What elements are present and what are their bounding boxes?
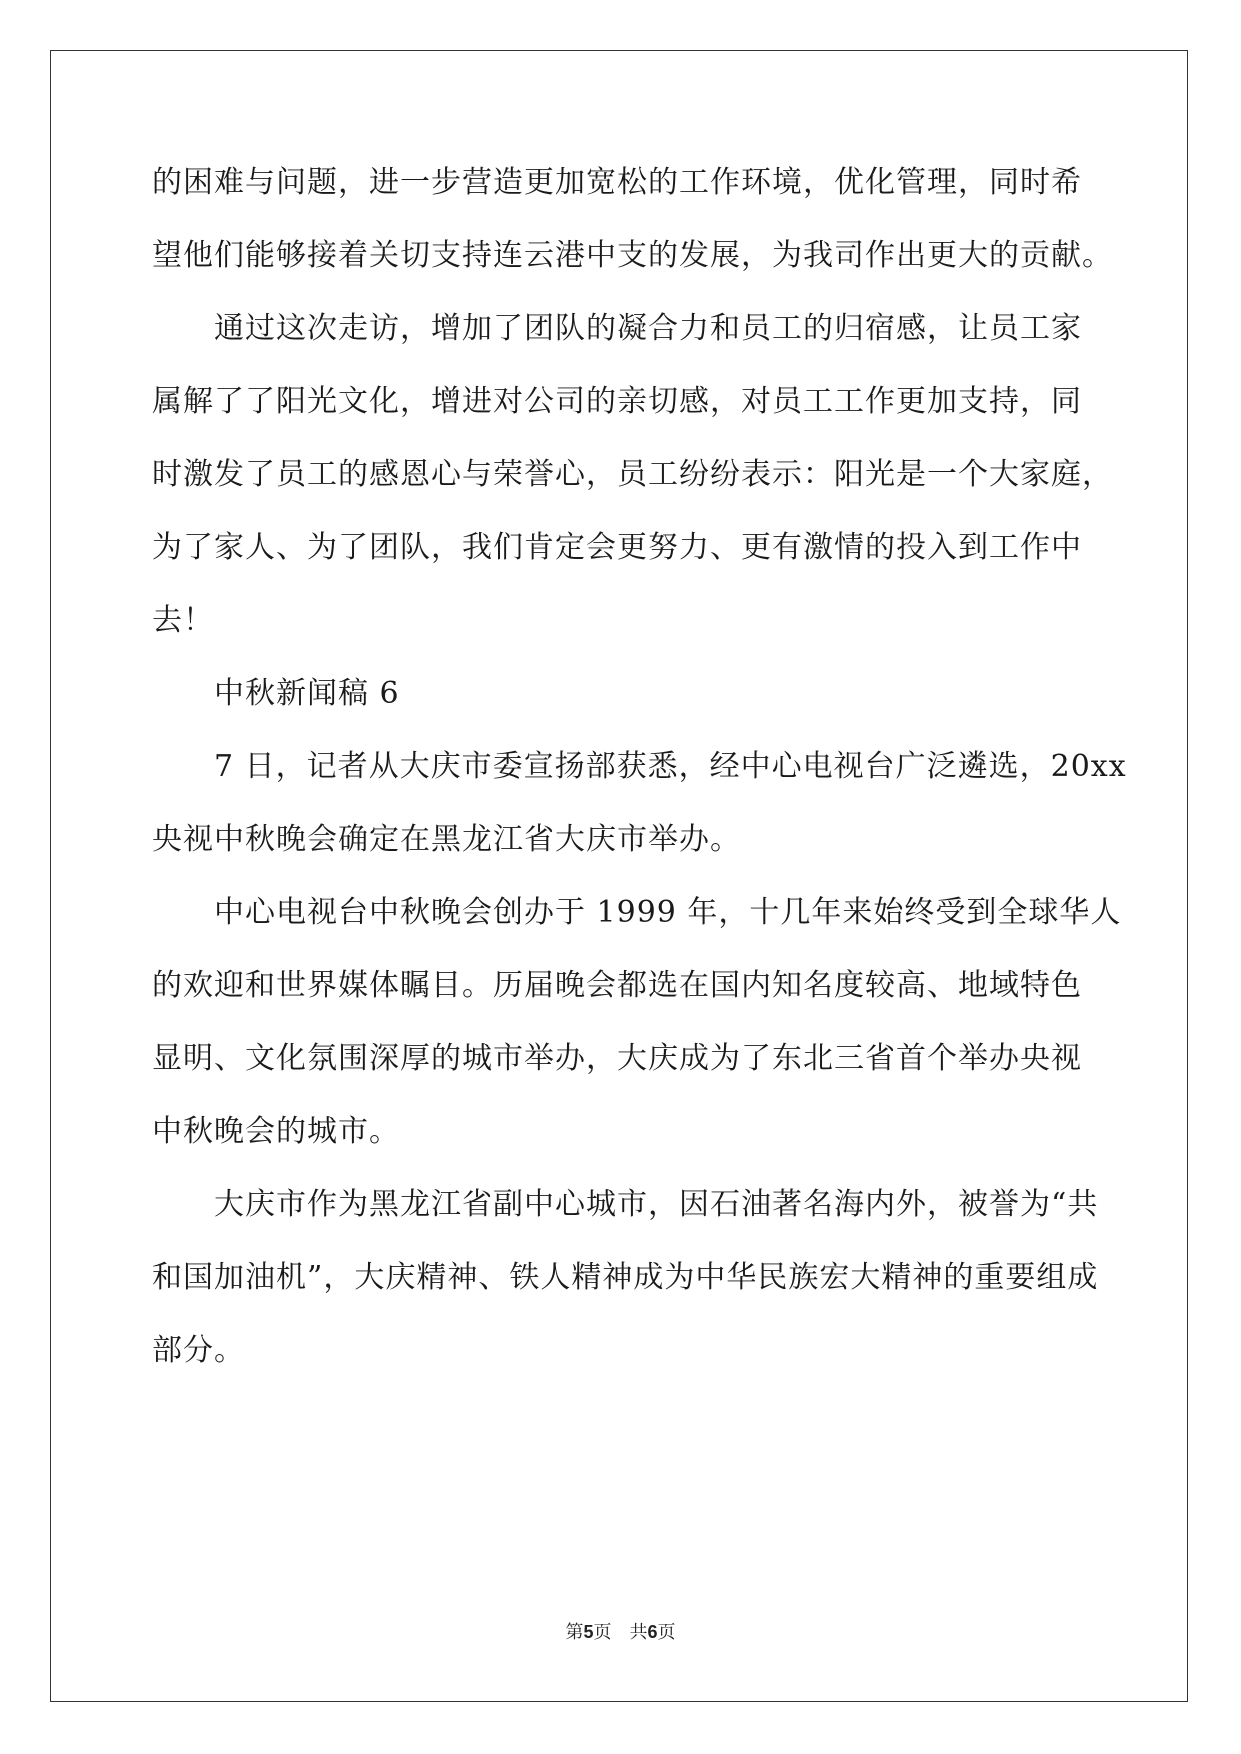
text-line: 中秋晚会的城市。 (152, 1114, 400, 1149)
page-footer (0, 1620, 1241, 1645)
section-heading: 中秋新闻稿 6 (214, 676, 400, 711)
page-prefix: 第 (565, 1622, 584, 1643)
page-suffix: 页 (593, 1622, 612, 1643)
text-line: 去！ (152, 603, 214, 638)
page-border (50, 50, 1188, 1702)
paragraph-start: 7 日，记者从大庆市委宣扬部获悉，经中心电视台广泛遴选，20xx (214, 749, 1127, 784)
total-pages-number: 6 (647, 1622, 658, 1642)
text-line: 望他们能够接着关切支持连云港中支的发展，为我司作出更大的贡献。 (152, 238, 1113, 273)
text-line: 央视中秋晚会确定在黑龙江省大庆市举办。 (152, 822, 741, 857)
text-line: 的欢迎和世界媒体瞩目。历届晚会都选在国内知名度较高、地域特色 (152, 968, 1082, 1003)
text-line: 部分。 (152, 1333, 245, 1368)
paragraph-start: 通过这次走访，增加了团队的凝合力和员工的归宿感，让员工家 (214, 311, 1082, 346)
text-line: 为了家人、为了团队，我们肯定会更努力、更有激情的投入到工作中 (152, 530, 1082, 565)
text-line: 显明、文化氛围深厚的城市举办，大庆成为了东北三省首个举办央视 (152, 1041, 1082, 1076)
paragraph-start: 大庆市作为黑龙江省副中心城市，因石油著名海内外，被誉为“共 (214, 1187, 1099, 1222)
text-line: 时激发了员工的感恩心与荣誉心，员工纷纷表示：阳光是一个大家庭， (152, 457, 1113, 492)
paragraph-start: 中心电视台中秋晚会创办于 1999 年，十几年来始终受到全球华人 (214, 895, 1122, 930)
total-prefix: 共 (629, 1622, 648, 1643)
text-line: 属解了了阳光文化，增进对公司的亲切感，对员工工作更加支持，同 (152, 384, 1082, 419)
text-line: 的困难与问题，进一步营造更加宽松的工作环境，优化管理，同时希 (152, 165, 1082, 200)
total-suffix: 页 (657, 1622, 676, 1643)
text-line: 和国加油机”，大庆精神、铁人精神成为中华民族宏大精神的重要组成 (152, 1260, 1099, 1295)
current-page-number: 5 (583, 1622, 594, 1642)
